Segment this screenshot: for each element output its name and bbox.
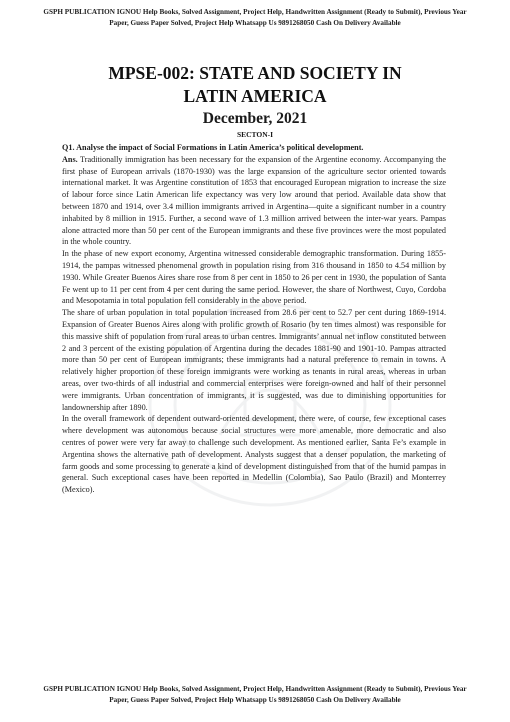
answer-paragraph-1-text: Traditionally immigration has been necessary for the expansion of the Argentine economy. Accompanying the first phase of European arrivals (1870-1930) was the large expansion of the agriculture sector oriented towards international market. It was Argentine constitution of 1853 that encouraged European migration to increase the size of labour force since Latin American life expectancy was very low around that period. Available data show that between 1870 and 1914, over 3.4 million immigrants arrived in Argentina—quite a significant number in a country inhabited by 8 million in 1915. Further, a second wave of 1.3 million arrived between the inter-war years. Pampas alone attracted more than 50 per cent of the European immigrants and these five provinces were the most populated in the whole country. xyxy=(62,154,446,247)
answer-body xyxy=(62,142,446,496)
exam-date: December, 2021 xyxy=(202,110,308,127)
answer-paragraph-4: In the overall framework of dependent outward-oriented development, there were, of course, few exceptional cases where development was autonomous because social structures were more amenable, more democratic and also centres of power were very far away to challenge such development. As mentioned earlier, Santa Fe’s example in Argentina shows the alternative path of development. Analysts suggest that a denser population, the marketing of farm goods and some processing to generate a kind of development distinguished from that of the humid pampas in general. Such exceptional cases have been reported in Medellin (Colombia), Sao Paulo (Brazil) and Monterrey (Mexico). xyxy=(62,414,446,495)
answer-paragraph-1 xyxy=(62,154,446,248)
answer-paragraph-2: In the phase of new export economy, Argentina witnessed considerable demographic transformation. During 1855-1914, the pampas witnessed phenomenal growth in population rising from 316 thousand in 1850 to 4.54 million by 1930. While Greater Buenos Aires share rose from 8 per cent in 1850 to 26 per cent in 1930, the population of Santa Fe went up to 11 per cent from 4 per cent during the same period. However, the share of Northwest, Cuyo, Cordoba and Mesopotamia in total population fell considerably in the above period. xyxy=(62,249,446,306)
footer-banner: GSPH PUBLICATION IGNOU Help Books, Solved Assignment, Project Help, Handwritten Assignment (Ready to Submit), Previous Year Paper, Guess Paper Solved, Project Help Whatsapp Us 9891268050 Cash On Delivery Available xyxy=(43,685,467,704)
header-banner: GSPH PUBLICATION IGNOU Help Books, Solved Assignment, Project Help, Handwritten Assignment (Ready to Submit), Previous Year Paper, Guess Paper Solved, Project Help Whatsapp Us 9891268050 Cash On Delivery Available xyxy=(43,8,467,27)
question-text: Q1. Analyse the impact of Social Formations in Latin America’s political development. xyxy=(62,143,364,152)
title-line-2: LATIN AMERICA xyxy=(183,86,327,106)
answer-paragraph-3: The share of urban population in total population increased from 28.6 per cent to 52.7 per cent during 1869-1914. Expansion of Greater Buenos Aires along with prolific growth of Rosario (by ten times almost) was responsible for this massive shift of population from rural areas to urban centres. Immigrants’ annual net inflow constituted between 2 and 3 percent of the existing population of Argentina during the decades 1881-90 and 1901-10. Pampas attracted more than 50 per cent of European immigrants; these immigrants had a natural preference to remain in towns. A relatively higher proportion of these foreign immigrants were working as tenants in rural areas, whereas in urban areas, over two-thirds of all industrial and commercial enterprises were foreign-owned and half of their personnel were immigrants. Urban concentration of immigrants, it is suggested, was due to diminishing opportunities for landownership after 1890. xyxy=(62,308,446,412)
answer-label: Ans. xyxy=(62,154,78,164)
section-heading: SECTON-I xyxy=(236,130,274,139)
title-line-1: MPSE-002: STATE AND SOCIETY IN xyxy=(108,63,402,83)
document-title xyxy=(30,62,480,108)
